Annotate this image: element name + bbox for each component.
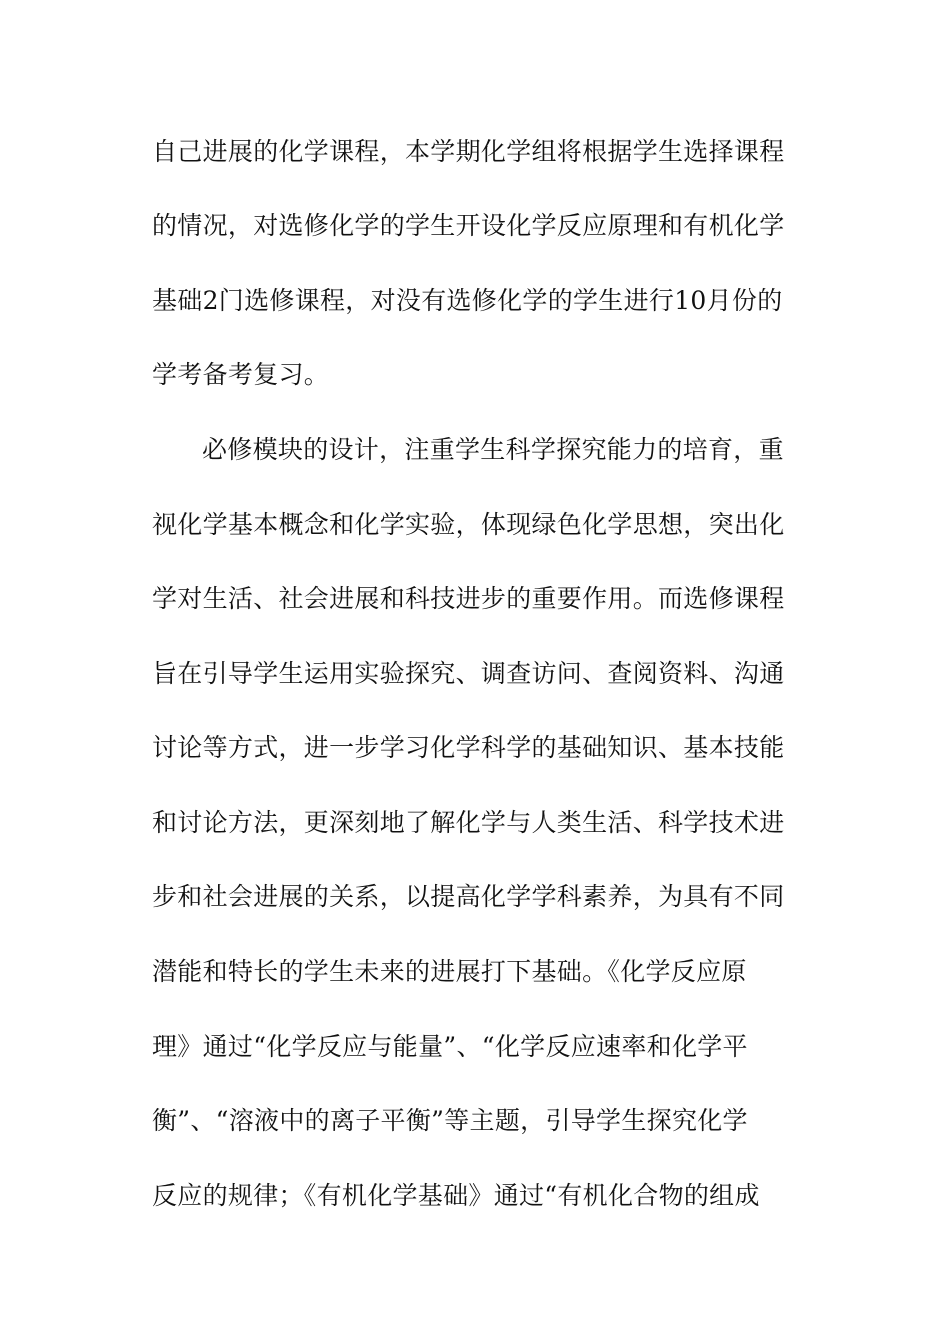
text-line: 理》通过“化学反应与能量”、“化学反应速率和化学平: [152, 1032, 748, 1061]
text-line: 反应的规律；《有机化学基础》通过“有机化合物的组成: [152, 1181, 760, 1210]
text-line: 视化学基本概念和化学实验，体现绿色化学思想，突出化: [152, 510, 785, 539]
text-line: 的情况，对选修化学的学生开设化学反应原理和有机化学: [152, 211, 785, 240]
text-line: 和讨论方法，更深刻地了解化学与人类生活、科学技术进: [152, 808, 785, 837]
text-line: 衡”、“溶液中的离子平衡”等主题，引导学生探究化学: [152, 1106, 748, 1135]
text-line: 潜能和特长的学生未来的进展打下基础。《化学反应原: [152, 957, 747, 986]
text-line: 自己进展的化学课程，本学期化学组将根据学生选择课程: [152, 137, 785, 166]
text-line: 讨论等方式，进一步学习化学科学的基础知识、基本技能: [152, 733, 785, 762]
text-line: 基础2门选修课程，对没有选修化学的学生进行10月份的: [152, 286, 783, 315]
text-line: 旨在引导学生运用实验探究、调查访问、查阅资料、沟通: [152, 659, 785, 688]
text-line: 步和社会进展的关系，以提高化学学科素养，为具有不同: [152, 882, 785, 911]
text-line: 学对生活、社会进展和科技进步的重要作用。而选修课程: [152, 584, 785, 613]
text-line: 必修模块的设计，注重学生科学探究能力的培育，重: [202, 435, 784, 464]
text-line: 学考备考复习。: [152, 360, 330, 389]
